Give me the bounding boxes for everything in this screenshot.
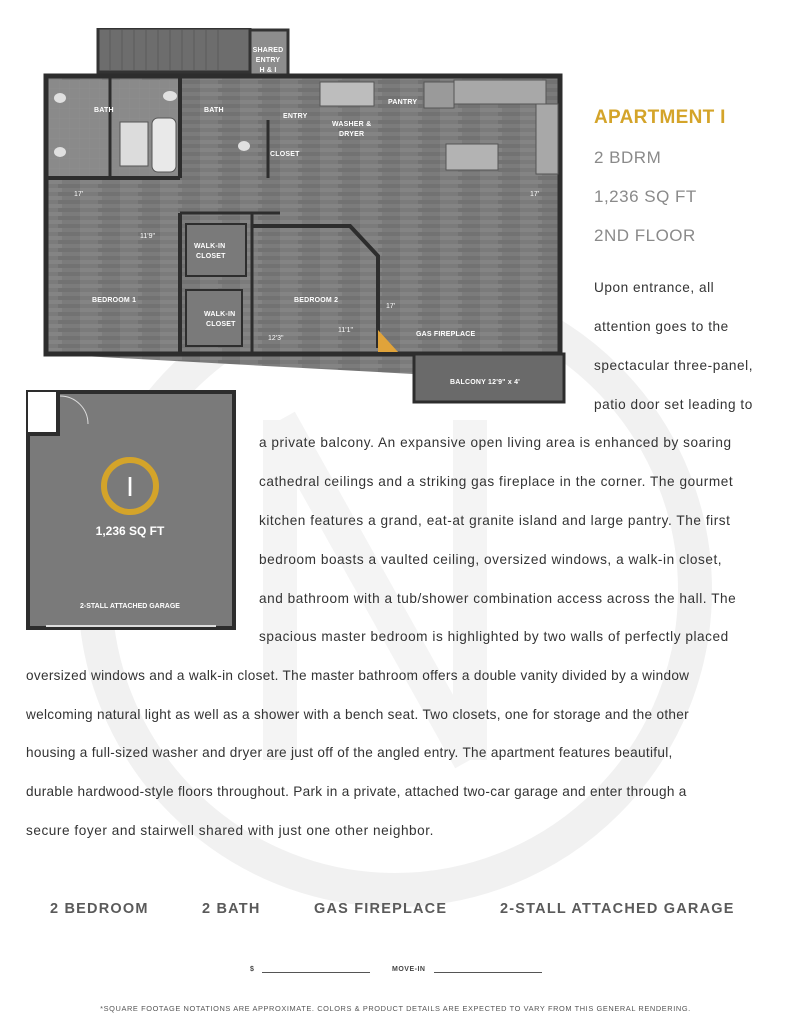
description-line: spectacular three-panel, — [594, 358, 754, 373]
garage-sqft: 1,236 SQ FT — [95, 524, 165, 538]
feature-fireplace: GAS FIREPLACE — [314, 901, 448, 917]
label-fireplace: GAS FIREPLACE — [416, 331, 476, 338]
dim-17-left: 17' — [74, 191, 84, 198]
description-line: spacious master bedroom is highlighted by two walls of perfectly placed — [259, 629, 729, 644]
svg-text:CLOSET: CLOSET — [206, 321, 236, 328]
apartment-title: APARTMENT I — [594, 107, 726, 128]
apartment-beds: 2 BDRM — [594, 148, 662, 167]
feature-bedroom: 2 BEDROOM — [50, 901, 149, 917]
description-line: kitchen features a grand, eat-at granite island and large pantry. The first — [259, 513, 731, 528]
dim-17-mid: 17' — [386, 303, 396, 310]
floor-plan — [40, 28, 572, 408]
description-line: a private balcony. An expansive open living area is enhanced by soaring — [259, 435, 732, 450]
garage-plan — [26, 390, 236, 632]
stairs — [98, 28, 250, 72]
description-line: bedroom boasts a vaulted ceiling, oversized windows, a walk-in closet, — [259, 552, 723, 567]
svg-text:H & I: H & I — [259, 67, 277, 74]
description-line: attention goes to the — [594, 319, 729, 334]
description-line: cathedral ceilings and a striking gas fireplace in the corner. The gourmet — [259, 474, 734, 489]
disclaimer: *SQUARE FOOTAGE NOTATIONS ARE APPROXIMATE. COLORS & PRODUCT DETAILS ARE EXPECTED TO VARY FROM THIS GENERAL RENDERING. — [100, 1004, 691, 1013]
dim-17-right: 17' — [530, 191, 540, 198]
description-line: and bathroom with a tub/shower combination access across the hall. The — [259, 591, 737, 606]
label-bath-left: BATH — [94, 107, 114, 114]
description-line: Upon entrance, all — [594, 280, 715, 295]
garage-label: 2-STALL ATTACHED GARAGE — [80, 603, 180, 610]
label-walkin-bottom: WALK-IN — [204, 311, 236, 318]
label-pantry: PANTRY — [388, 99, 418, 106]
label-bedroom2: BEDROOM 2 — [294, 297, 339, 304]
description-line: oversized windows and a walk-in closet. The master bathroom offers a double vanity divided by a window — [26, 668, 690, 683]
description-line: housing a full-sized washer and dryer are just off of the angled entry. The apartment features beautiful, — [26, 745, 673, 760]
dim-12-3: 12'3" — [268, 335, 284, 342]
feature-garage: 2-STALL ATTACHED GARAGE — [500, 901, 735, 917]
label-closet: CLOSET — [270, 151, 300, 158]
label-washer: WASHER & — [332, 121, 372, 128]
label-walkin-top: WALK-IN — [194, 243, 226, 250]
price-label: $ — [250, 966, 255, 973]
apartment-floor: 2ND FLOOR — [594, 226, 696, 245]
label-bath-right: BATH — [204, 107, 224, 114]
label-bedroom1: BEDROOM 1 — [92, 297, 137, 304]
price-line — [262, 972, 370, 973]
dim-11-1: 11'1" — [338, 327, 353, 334]
feature-bath: 2 BATH — [202, 901, 261, 917]
svg-text:CLOSET: CLOSET — [196, 253, 226, 260]
dim-11-9: 11'9" — [140, 233, 155, 240]
apartment-sqft: 1,236 SQ FT — [594, 187, 697, 206]
description-line: durable hardwood-style floors throughout. Park in a private, attached two-car garage and enter through a — [26, 784, 687, 799]
movein-label: MOVE-IN — [392, 966, 426, 973]
balcony — [414, 354, 564, 402]
svg-text:ENTRY: ENTRY — [255, 57, 281, 64]
description-line: welcoming natural light as well as a shower with a bench seat. Two closets, one for storage and the other — [26, 707, 689, 722]
svg-text:DRYER: DRYER — [339, 131, 365, 138]
description-line: patio door set leading to — [594, 397, 753, 412]
label-entry: ENTRY — [283, 113, 308, 120]
label-shared-entry: SHARED — [252, 47, 284, 54]
movein-line — [434, 972, 542, 973]
description-line: secure foyer and stairwell shared with just one other neighbor. — [26, 823, 434, 838]
label-balcony: BALCONY 12'9" x 4' — [450, 379, 521, 386]
garage-badge: I — [126, 471, 134, 502]
